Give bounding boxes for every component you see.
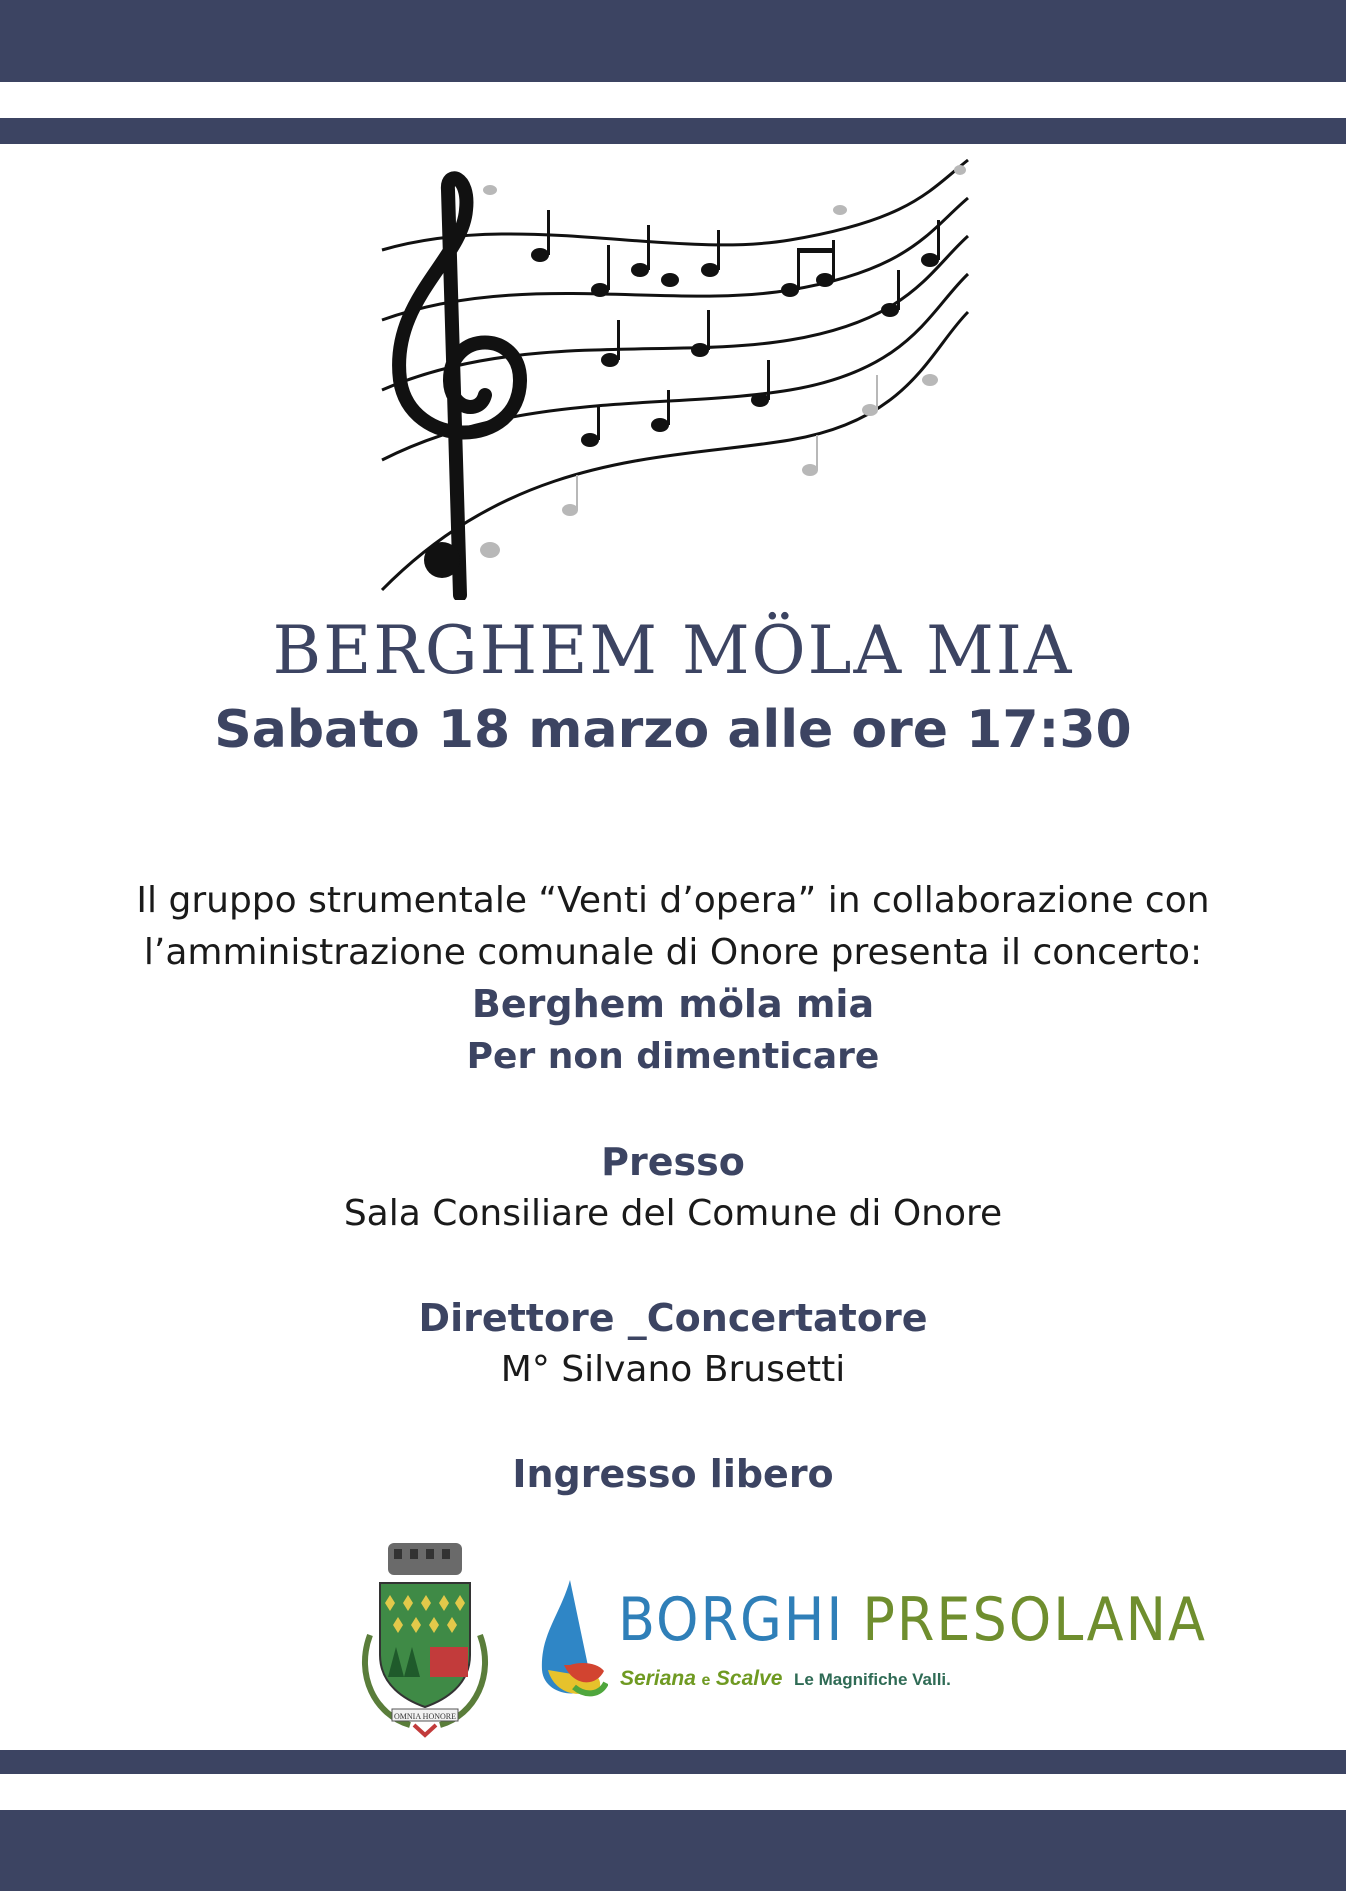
borghi-tagline xyxy=(620,1667,951,1691)
bottom-stripe xyxy=(0,1750,1346,1774)
top-band xyxy=(0,0,1346,82)
bottom-band xyxy=(0,1810,1346,1891)
concert-subtitle: Per non dimenticare xyxy=(466,1036,880,1077)
borghi-word: BORGHI xyxy=(618,1585,845,1655)
director-label: Direttore _Concertatore xyxy=(418,1296,928,1340)
coat-of-arms-logo xyxy=(350,1535,500,1740)
event-title: BERGHEM MÖLA MIA xyxy=(272,612,1074,689)
tagline-scalve: Scalve xyxy=(715,1667,783,1690)
coat-of-arms-motto: OMNIA HONORE xyxy=(394,1712,456,1721)
music-staff-illustration xyxy=(370,150,980,600)
tagline-seriana: Seriana xyxy=(620,1667,696,1690)
intro-line-2: l’amministrazione comunale di Onore presenta il concerto: xyxy=(143,932,1203,973)
presolana-word: PRESOLANA xyxy=(862,1585,1207,1655)
tagline-e: e xyxy=(701,1672,711,1689)
borghi-presolana-logo xyxy=(530,1575,1207,1705)
entry-info: Ingresso libero xyxy=(512,1452,834,1496)
water-drop-icon xyxy=(530,1575,608,1705)
event-date: Sabato 18 marzo alle ore 17:30 xyxy=(214,700,1132,760)
venue-value: Sala Consiliare del Comune di Onore xyxy=(343,1193,1003,1234)
tagline-valli: Le Magnifiche Valli. xyxy=(794,1670,951,1689)
concert-title: Berghem möla mia xyxy=(471,982,875,1026)
director-value: M° Silvano Brusetti xyxy=(500,1349,846,1390)
top-stripe xyxy=(0,118,1346,144)
intro-line-1: Il gruppo strumentale “Venti d’opera” in collaborazione con xyxy=(136,880,1210,921)
venue-label: Presso xyxy=(601,1140,745,1184)
